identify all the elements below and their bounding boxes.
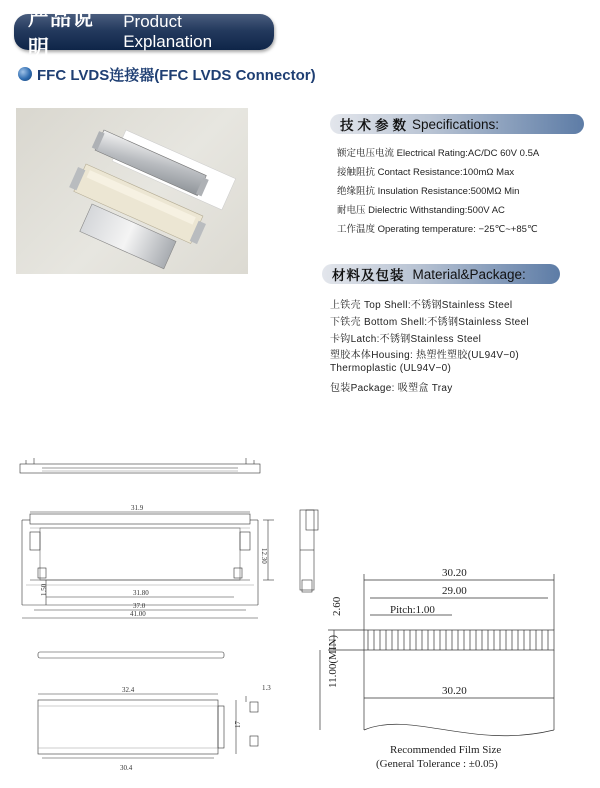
dim-b: 37.0 <box>133 602 146 610</box>
dim-right: 12.30 <box>260 548 268 564</box>
material-line: 包装Package: 吸塑盒 Tray <box>330 383 453 394</box>
film-dim-mid: 29.00 <box>442 585 467 597</box>
technical-drawing-left <box>0 440 330 788</box>
spec-line: 接触阻抗 Contact Resistance:100mΩ Max <box>337 167 515 178</box>
material-heading-en: Material&Package: <box>412 266 526 282</box>
material-line: Thermoplastic (UL94V−0) <box>330 363 452 374</box>
material-line: 塑胶本体Housing: 热塑性塑胶(UL94V−0) <box>330 350 519 361</box>
spec-line: 额定电压电流 Electrical Rating:AC/DC 60V 0.5A <box>337 148 540 159</box>
header-title-zh: 产品说明 <box>28 7 94 60</box>
dim-c: 41.00 <box>130 610 146 618</box>
film-dim-top: 30.20 <box>442 567 467 579</box>
section-title: FFC LVDS连接器(FFC LVDS Connector) <box>37 67 316 84</box>
shell-plan-view <box>38 694 258 758</box>
film-dim-height: 2.60 <box>331 596 343 616</box>
shell-dim-right2: 17 <box>234 721 242 728</box>
film-tolerance: (General Tolerance : ±0.05) <box>376 758 498 770</box>
material-line: 卡钩Latch:不锈钢Stainless Steel <box>330 334 482 345</box>
material-line: 下铁壳 Bottom Shell:不锈钢Stainless Steel <box>330 317 529 328</box>
film-dim-length: 11.00(MIN) <box>327 634 339 688</box>
spec-line: 工作温度 Operating temperature: −25℃~+85℃ <box>337 224 538 235</box>
page-header-banner <box>14 7 274 60</box>
material-line: 上铁壳 Top Shell:不锈钢Stainless Steel <box>330 300 513 311</box>
connector-photo-illustration <box>16 108 248 274</box>
product-photo <box>16 108 248 274</box>
film-contacts <box>368 630 548 650</box>
material-header <box>322 264 560 284</box>
spec-line: 绝缘阻抗 Insulation Resistance:500MΩ Min <box>337 186 520 197</box>
section-bullet-icon <box>18 67 32 81</box>
film-pitch: Pitch:1.00 <box>390 604 435 616</box>
film-dim-bottom: 30.20 <box>442 685 467 697</box>
specifications-heading-en: Specifications: <box>412 116 500 132</box>
spec-line: 耐电压 Dielectric Withstanding:500V AC <box>337 205 505 216</box>
dim-top: 31.9 <box>131 504 144 512</box>
material-heading-zh: 材料及包装 <box>332 268 405 283</box>
dim-left: 1.50 <box>40 583 48 596</box>
specifications-header <box>330 114 584 134</box>
side-view-outline <box>20 464 260 473</box>
shell-dim-bottom: 30.4 <box>120 764 133 772</box>
header-title-en: Product Explanation <box>123 12 213 51</box>
dim-a: 31.80 <box>133 589 149 597</box>
shell-side-view <box>38 652 224 658</box>
shell-dim-right1: 1.3 <box>262 684 271 692</box>
shell-dim-top: 32.4 <box>122 686 135 694</box>
film-drawing <box>292 560 592 778</box>
specifications-heading-zh: 技术参数 <box>340 118 410 133</box>
film-caption: Recommended Film Size <box>390 744 502 756</box>
